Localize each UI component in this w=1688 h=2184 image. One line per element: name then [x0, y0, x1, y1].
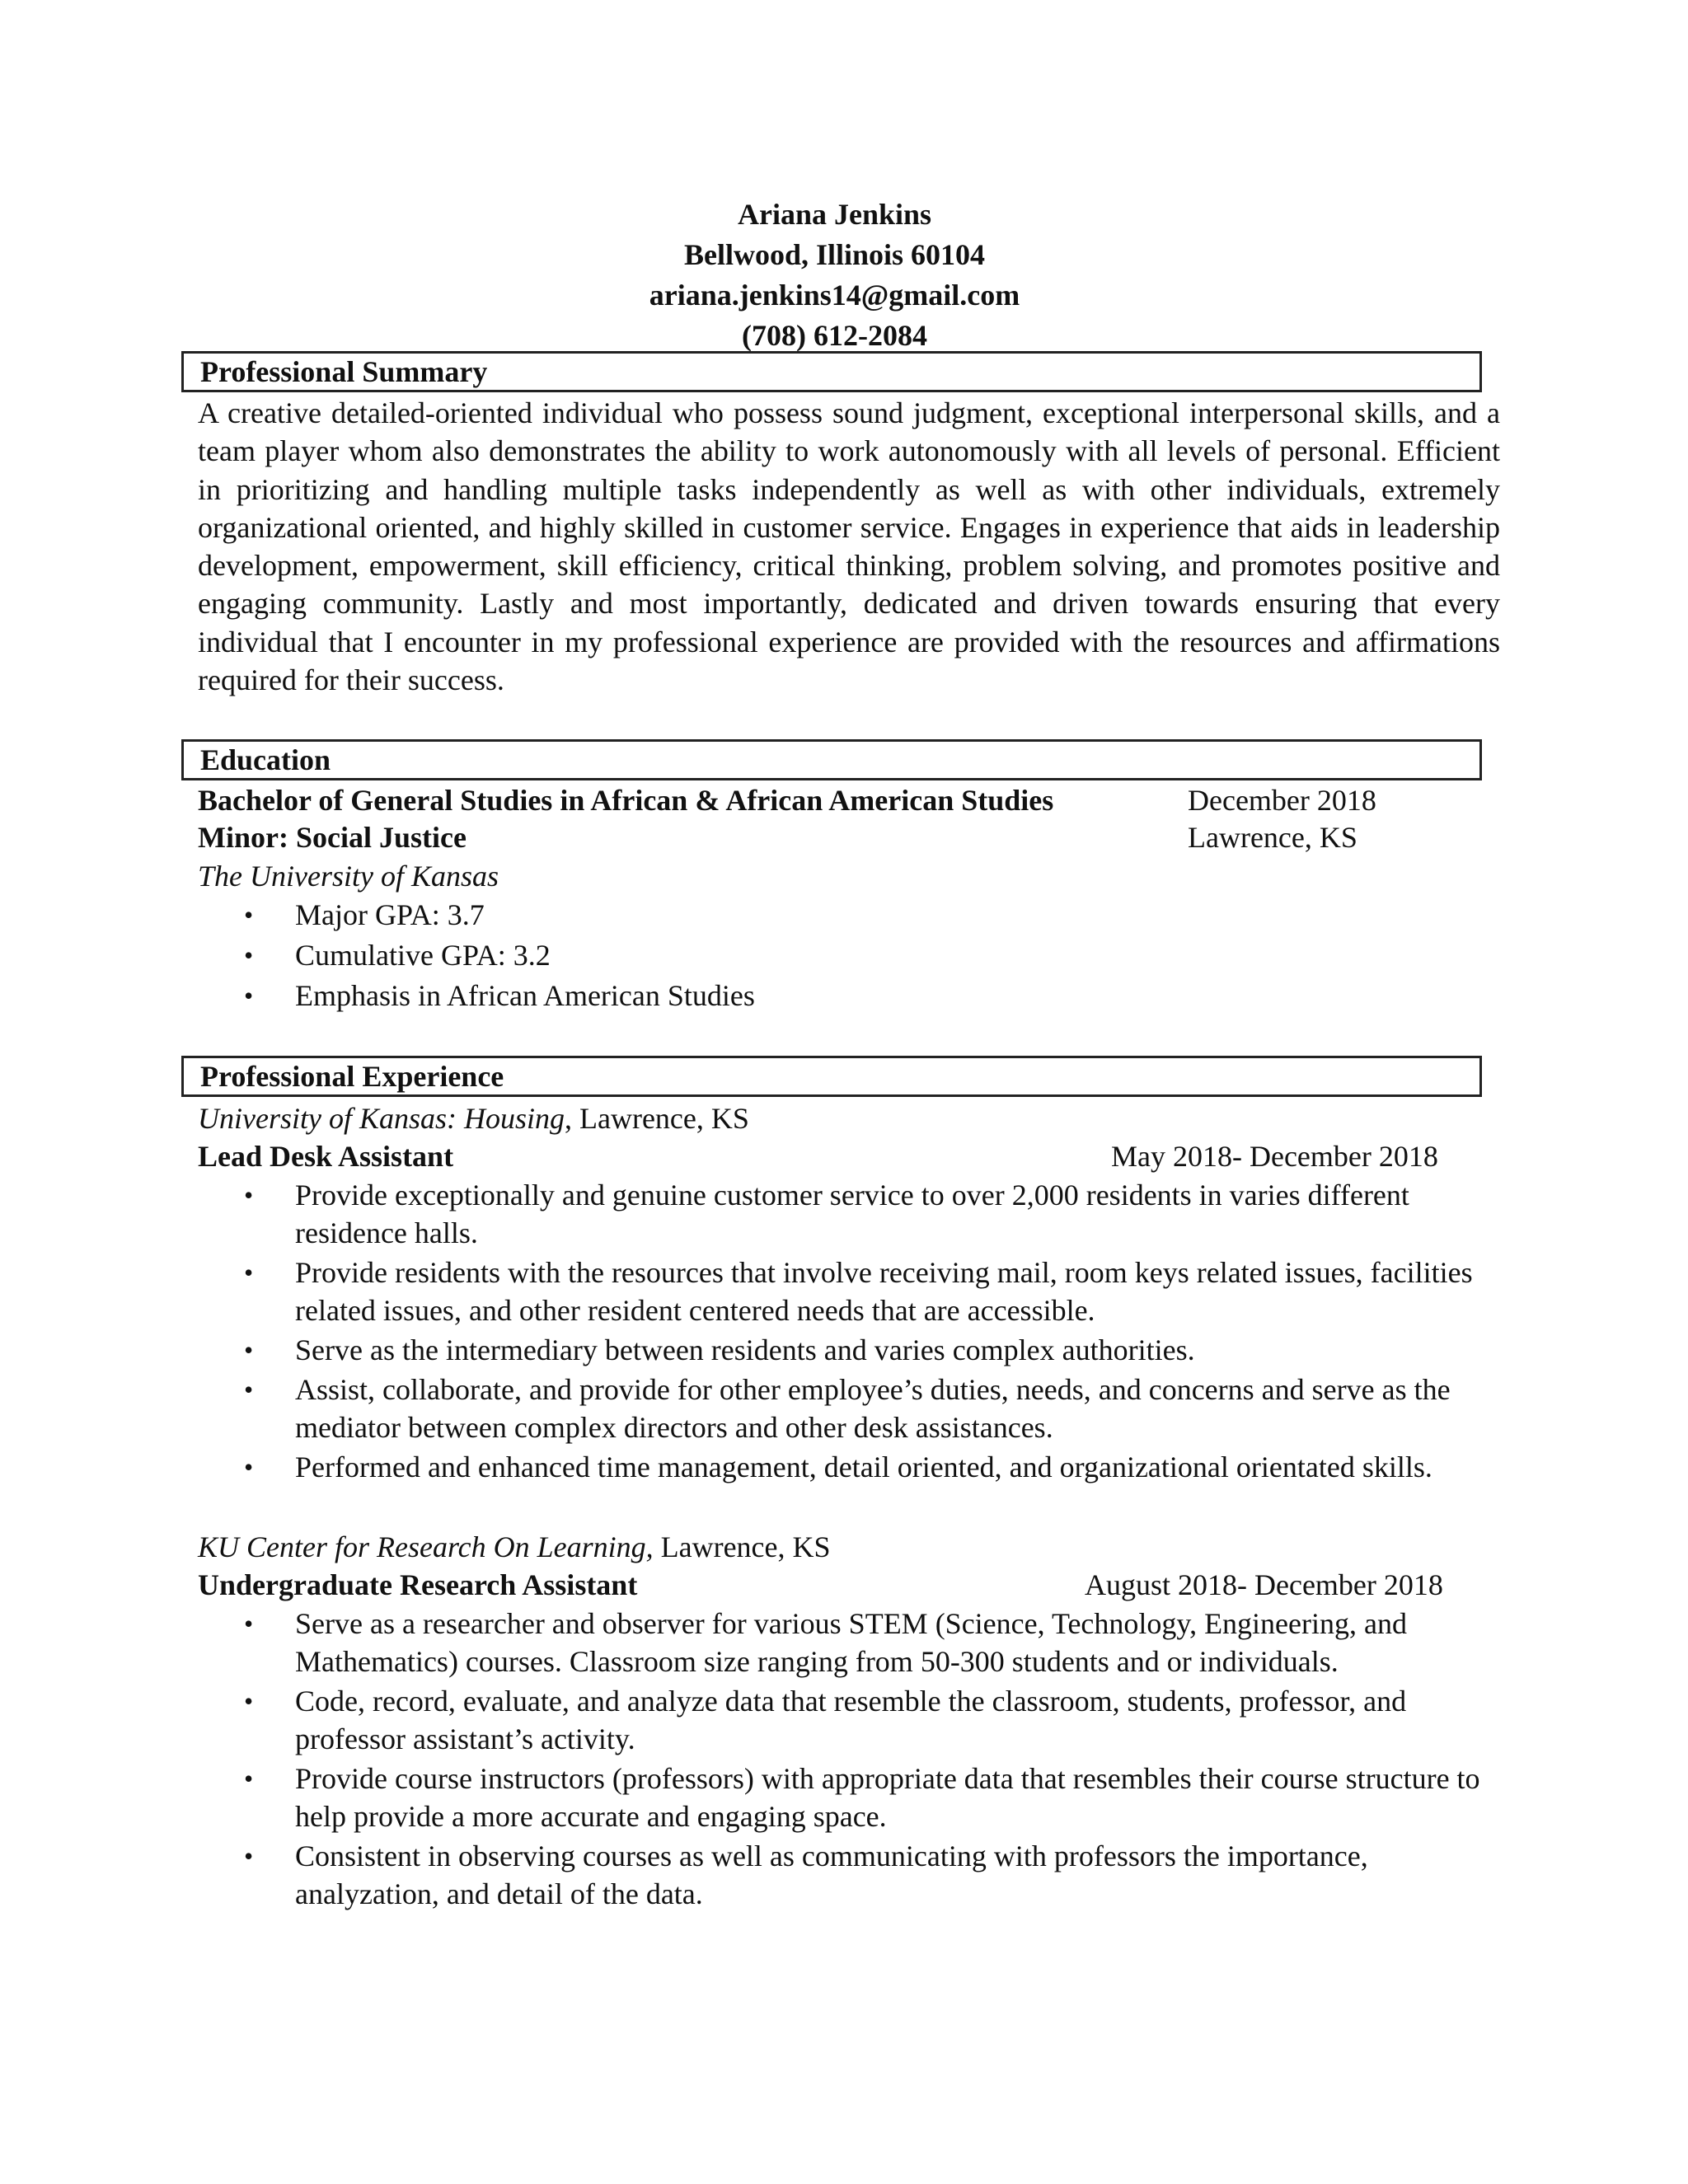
- list-item: • Code, record, evaluate, and analyze data that resemble the classroom, students, professor, and professor assistant’s activity.: [198, 1682, 1500, 1758]
- minor-title: Minor: Social Justice: [198, 821, 467, 854]
- list-item: • Serve as a researcher and observer for various STEM (Science, Technology, Engineering, and Mathematics) courses. Classroom size ranging from 50-300 students and or individuals.: [198, 1605, 1500, 1680]
- bullet-icon: •: [244, 1841, 254, 1871]
- bullet-icon: •: [244, 1686, 254, 1716]
- job-dates: August 2018- December 2018: [1085, 1568, 1443, 1601]
- bullet-icon: •: [244, 1609, 254, 1638]
- bullet-icon: •: [244, 1375, 254, 1404]
- school-location: Lawrence, KS: [1188, 821, 1357, 854]
- bullet-icon: •: [244, 981, 254, 1010]
- bullet-icon: •: [244, 1764, 254, 1793]
- job-duties: [198, 1176, 1500, 1488]
- section-heading-education: Education: [181, 739, 1482, 780]
- list-item: • Consistent in observing courses as well as communicating with professors the importance, analyzation, and detail of the data.: [198, 1837, 1500, 1913]
- bullet-icon: •: [244, 1180, 254, 1210]
- job-title: Undergraduate Research Assistant: [198, 1568, 638, 1601]
- list-item: • Cumulative GPA: 3.2: [198, 936, 1500, 974]
- applicant-location: Bellwood, Illinois 60104: [683, 238, 986, 271]
- bullet-icon: •: [244, 1335, 254, 1365]
- list-item: • Assist, collaborate, and provide for other employee’s duties, needs, and concerns and serve as the mediator between complex directors and other desk assistances.: [198, 1371, 1500, 1446]
- bullet-icon: •: [244, 900, 254, 930]
- job-dates: May 2018- December 2018: [1111, 1140, 1438, 1173]
- list-item: • Provide residents with the resources that involve receiving mail, room keys related issues, facilities related issues, and other resident centered needs that are accessible.: [198, 1254, 1500, 1329]
- job-organization: KU Center for Research On Learning, Lawrence, KS: [198, 1530, 831, 1563]
- job-title: Lead Desk Assistant: [198, 1140, 454, 1173]
- applicant-name: Ariana Jenkins: [737, 198, 932, 231]
- list-item: • Performed and enhanced time management, detail oriented, and organizational orientated skills.: [198, 1448, 1500, 1486]
- summary-paragraph: A creative detailed-oriented individual who possess sound judgment, exceptional interpersonal skills, and a team player whom also demonstrates the ability to work autonomously with all levels of personal. Efficient in prioritizing and handling multiple tasks independently as well as with other individuals, extremely organizational oriented, and highly skilled in customer service. Engages in experience that aids in leadership development, empowerment, skill efficiency, critical thinking, problem solving, and promotes positive and engaging community. Lastly and most importantly, dedicated and driven towards ensuring that every individual that I encounter in my professional experience are provided with the resources and affirmations required for their success.: [198, 396, 1500, 697]
- job-duties: [198, 1605, 1500, 1915]
- degree-date: December 2018: [1188, 784, 1376, 817]
- list-item: • Provide course instructors (professors) with appropriate data that resembles their course structure to help provide a more accurate and engaging space.: [198, 1760, 1500, 1835]
- degree-title: Bachelor of General Studies in African & African American Studies: [198, 784, 1054, 817]
- list-item: • Serve as the intermediary between residents and varies complex authorities.: [198, 1331, 1500, 1369]
- list-item: • Provide exceptionally and genuine customer service to over 2,000 residents in varies different residence halls.: [198, 1176, 1500, 1252]
- contact-header: [181, 194, 1488, 356]
- education-highlights: [198, 896, 1500, 1017]
- list-item: • Major GPA: 3.7: [198, 896, 1500, 934]
- bullet-icon: •: [244, 1258, 254, 1287]
- list-item: • Emphasis in African American Studies: [198, 977, 1500, 1015]
- applicant-phone: (708) 612-2084: [742, 319, 927, 352]
- section-heading-experience: Professional Experience: [181, 1056, 1482, 1097]
- section-heading-summary: Professional Summary: [181, 351, 1482, 392]
- applicant-email: ariana.jenkins14@gmail.com: [649, 279, 1020, 312]
- school-name: The University of Kansas: [198, 860, 499, 893]
- bullet-icon: •: [244, 1452, 254, 1482]
- bullet-icon: •: [244, 940, 254, 970]
- job-organization: University of Kansas: Housing, Lawrence, KS: [198, 1102, 749, 1135]
